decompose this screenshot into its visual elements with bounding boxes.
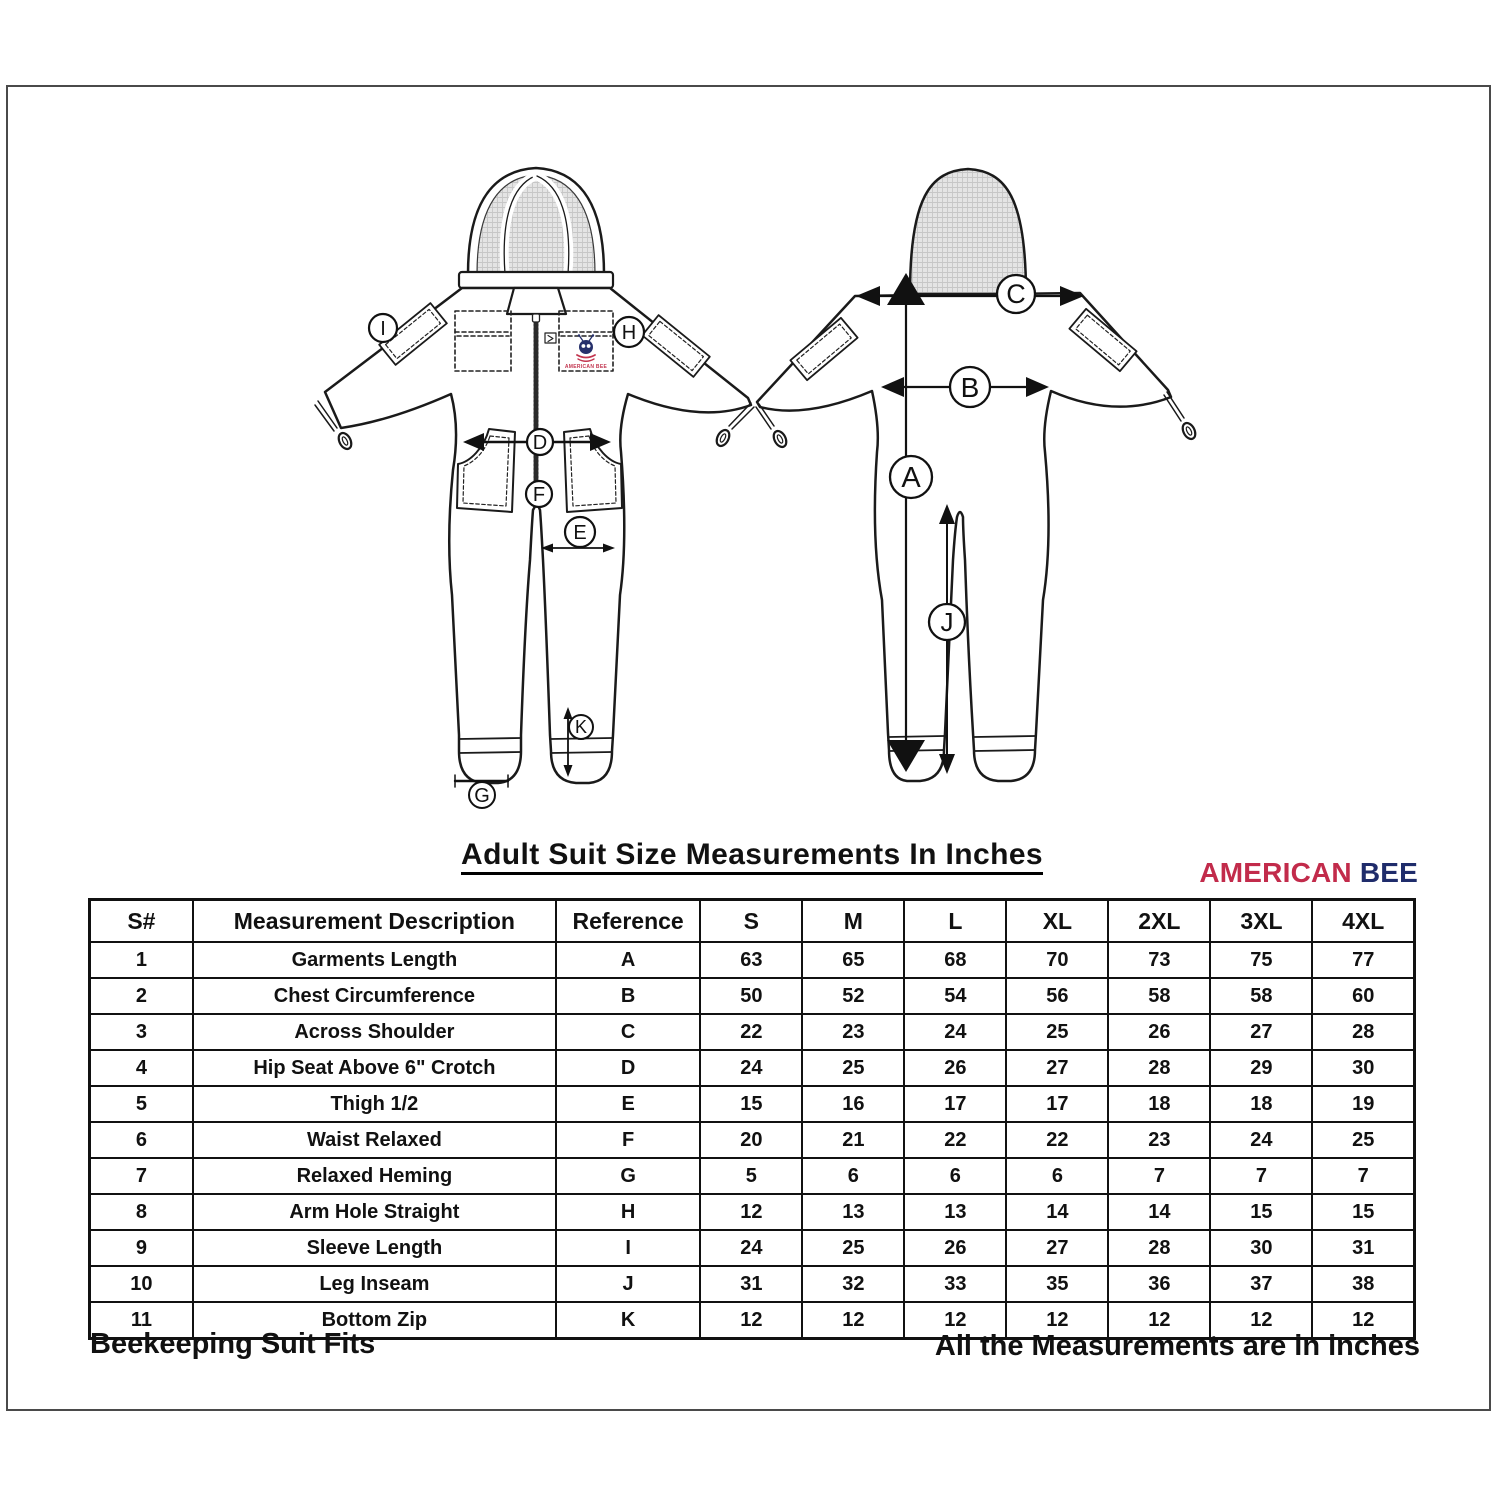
- front-collar: [507, 288, 566, 314]
- table-cell: 18: [1210, 1086, 1312, 1122]
- svg-text:C: C: [1006, 279, 1026, 309]
- measurement-label-k: [569, 715, 593, 739]
- table-cell: Bottom Zip: [193, 1302, 556, 1339]
- table-cell: 3: [90, 1014, 193, 1050]
- table-cell: 31: [1312, 1230, 1414, 1266]
- table-row: [90, 1194, 1415, 1230]
- table-row: [90, 1014, 1415, 1050]
- svg-text:G: G: [474, 785, 490, 807]
- measurement-label-j: [929, 604, 965, 640]
- table-cell: 12: [904, 1302, 1006, 1339]
- table-cell: 60: [1312, 978, 1414, 1014]
- measurement-label-b: [950, 367, 990, 407]
- table-cell: 6: [1006, 1158, 1108, 1194]
- table-cell: 24: [700, 1050, 802, 1086]
- measurement-label-c: [997, 275, 1035, 313]
- table-cell: 29: [1210, 1050, 1312, 1086]
- column-header: S: [700, 900, 802, 943]
- column-header: S#: [90, 900, 193, 943]
- measurement-label-i: [369, 314, 397, 342]
- table-cell: 25: [802, 1050, 904, 1086]
- table-cell: Waist Relaxed: [193, 1122, 556, 1158]
- table-cell: 12: [1312, 1302, 1414, 1339]
- table-cell: 33: [904, 1266, 1006, 1302]
- table-cell: 58: [1210, 978, 1312, 1014]
- table-cell: 54: [904, 978, 1006, 1014]
- table-row: [90, 1266, 1415, 1302]
- table-cell: 16: [802, 1086, 904, 1122]
- column-header: Reference: [556, 900, 700, 943]
- brand-bee: BEE: [1359, 857, 1418, 888]
- size-table: [88, 898, 1416, 1340]
- table-cell: 15: [700, 1086, 802, 1122]
- table-cell: 20: [700, 1122, 802, 1158]
- table-cell: 10: [90, 1266, 193, 1302]
- table-cell: 36: [1108, 1266, 1210, 1302]
- table-cell: 26: [1108, 1014, 1210, 1050]
- table-cell: 50: [700, 978, 802, 1014]
- table-cell: 24: [700, 1230, 802, 1266]
- table-cell: D: [556, 1050, 700, 1086]
- table-cell: 32: [802, 1266, 904, 1302]
- table-cell: 14: [1108, 1194, 1210, 1230]
- table-cell: 73: [1108, 942, 1210, 978]
- front-zip-tag: [545, 333, 556, 343]
- table-cell: 68: [904, 942, 1006, 978]
- table-cell: 28: [1108, 1050, 1210, 1086]
- column-header: 3XL: [1210, 900, 1312, 943]
- svg-text:K: K: [574, 717, 588, 737]
- svg-text:D: D: [532, 432, 548, 454]
- table-cell: 12: [1108, 1302, 1210, 1339]
- column-header: L: [904, 900, 1006, 943]
- footer-note-left: Beekeeping Suit Fits: [90, 1328, 376, 1360]
- table-cell: Chest Circumference: [193, 978, 556, 1014]
- table-cell: Across Shoulder: [193, 1014, 556, 1050]
- column-header: 2XL: [1108, 900, 1210, 943]
- table-cell: 12: [802, 1302, 904, 1339]
- table-cell: 1: [90, 942, 193, 978]
- suit-measurement-diagram: [0, 85, 1500, 830]
- table-cell: 7: [1312, 1158, 1414, 1194]
- table-cell: 17: [904, 1086, 1006, 1122]
- measurement-label-f: [526, 481, 552, 507]
- table-cell: 23: [802, 1014, 904, 1050]
- table-cell: 26: [904, 1050, 1006, 1086]
- table-cell: J: [556, 1266, 700, 1302]
- table-cell: 18: [1108, 1086, 1210, 1122]
- table-cell: 27: [1210, 1014, 1312, 1050]
- brand-wordmark: [1199, 857, 1418, 889]
- svg-text:I: I: [380, 318, 386, 340]
- table-cell: 28: [1108, 1230, 1210, 1266]
- table-cell: 11: [90, 1302, 193, 1339]
- column-header: M: [802, 900, 904, 943]
- measurement-label-d: [527, 429, 553, 455]
- svg-text:J: J: [940, 607, 954, 637]
- table-cell: 22: [904, 1122, 1006, 1158]
- table-cell: 6: [904, 1158, 1006, 1194]
- table-cell: 58: [1108, 978, 1210, 1014]
- table-cell: Relaxed Heming: [193, 1158, 556, 1194]
- table-cell: B: [556, 978, 700, 1014]
- measurement-label-g: [469, 782, 495, 808]
- table-cell: 25: [1006, 1014, 1108, 1050]
- measurement-label-e: [565, 517, 595, 547]
- svg-text:B: B: [960, 372, 980, 403]
- suit-front-view: [315, 168, 754, 808]
- measurement-label-h: [614, 317, 644, 347]
- table-cell: 24: [1210, 1122, 1312, 1158]
- table-cell: Hip Seat Above 6" Crotch: [193, 1050, 556, 1086]
- table-row: [90, 1122, 1415, 1158]
- table-cell: 15: [1210, 1194, 1312, 1230]
- table-cell: 37: [1210, 1266, 1312, 1302]
- table-cell: 12: [700, 1194, 802, 1230]
- table-cell: I: [556, 1230, 700, 1266]
- table-row: [90, 942, 1415, 978]
- table-cell: 15: [1312, 1194, 1414, 1230]
- table-cell: 7: [90, 1158, 193, 1194]
- svg-text:F: F: [532, 484, 546, 506]
- svg-text:A: A: [901, 462, 921, 494]
- page-title: Adult Suit Size Measurements In Inches: [461, 838, 1043, 875]
- table-row: [90, 1158, 1415, 1194]
- suit-back-view: [756, 169, 1198, 781]
- patch-brand-text: AMERICAN BEE: [564, 364, 608, 370]
- table-cell: 27: [1006, 1230, 1108, 1266]
- table-cell: 52: [802, 978, 904, 1014]
- table-cell: C: [556, 1014, 700, 1050]
- table-row: [90, 978, 1415, 1014]
- measurement-label-a: [890, 456, 932, 498]
- table-cell: 6: [90, 1122, 193, 1158]
- table-cell: 12: [1210, 1302, 1312, 1339]
- table-cell: Sleeve Length: [193, 1230, 556, 1266]
- table-cell: G: [556, 1158, 700, 1194]
- table-cell: F: [556, 1122, 700, 1158]
- table-cell: 22: [700, 1014, 802, 1050]
- size-table-header: [90, 900, 1415, 943]
- table-cell: 77: [1312, 942, 1414, 978]
- table-cell: 30: [1210, 1230, 1312, 1266]
- table-cell: Leg Inseam: [193, 1266, 556, 1302]
- table-cell: 25: [802, 1230, 904, 1266]
- table-row: [90, 1230, 1415, 1266]
- table-cell: 65: [802, 942, 904, 978]
- table-cell: 38: [1312, 1266, 1414, 1302]
- svg-text:E: E: [573, 522, 587, 544]
- table-cell: 13: [904, 1194, 1006, 1230]
- column-header: 4XL: [1312, 900, 1414, 943]
- front-hood-band: [459, 272, 613, 288]
- table-cell: 13: [802, 1194, 904, 1230]
- table-cell: 9: [90, 1230, 193, 1266]
- table-cell: 21: [802, 1122, 904, 1158]
- table-cell: 14: [1006, 1194, 1108, 1230]
- table-cell: 19: [1312, 1086, 1414, 1122]
- table-cell: 70: [1006, 942, 1108, 978]
- table-cell: H: [556, 1194, 700, 1230]
- back-hood: [910, 169, 1026, 294]
- table-cell: Arm Hole Straight: [193, 1194, 556, 1230]
- table-cell: 8: [90, 1194, 193, 1230]
- column-header: XL: [1006, 900, 1108, 943]
- table-cell: 23: [1108, 1122, 1210, 1158]
- brand-american: AMERICAN: [1199, 857, 1352, 888]
- table-cell: 12: [700, 1302, 802, 1339]
- table-cell: 2: [90, 978, 193, 1014]
- svg-text:H: H: [621, 322, 637, 344]
- table-cell: Garments Length: [193, 942, 556, 978]
- footer-note-right: All the Measurements are in inches: [934, 1330, 1420, 1362]
- table-cell: 75: [1210, 942, 1312, 978]
- table-cell: 63: [700, 942, 802, 978]
- table-row: [90, 1050, 1415, 1086]
- table-cell: 22: [1006, 1122, 1108, 1158]
- table-cell: A: [556, 942, 700, 978]
- table-cell: 26: [904, 1230, 1006, 1266]
- table-cell: 4: [90, 1050, 193, 1086]
- table-cell: 27: [1006, 1050, 1108, 1086]
- table-cell: 17: [1006, 1086, 1108, 1122]
- table-cell: 7: [1210, 1158, 1312, 1194]
- table-cell: 6: [802, 1158, 904, 1194]
- table-cell: Thigh 1/2: [193, 1086, 556, 1122]
- table-cell: 28: [1312, 1014, 1414, 1050]
- table-cell: 35: [1006, 1266, 1108, 1302]
- table-cell: 30: [1312, 1050, 1414, 1086]
- table-row: [90, 1086, 1415, 1122]
- table-cell: 5: [700, 1158, 802, 1194]
- column-header: Measurement Description: [193, 900, 556, 943]
- front-zipper-pull: [533, 314, 540, 322]
- table-cell: 31: [700, 1266, 802, 1302]
- size-table-body: [90, 942, 1415, 1339]
- table-cell: 24: [904, 1014, 1006, 1050]
- table-cell: E: [556, 1086, 700, 1122]
- table-cell: 5: [90, 1086, 193, 1122]
- table-cell: 25: [1312, 1122, 1414, 1158]
- table-cell: 56: [1006, 978, 1108, 1014]
- table-cell: K: [556, 1302, 700, 1339]
- table-cell: 12: [1006, 1302, 1108, 1339]
- table-cell: 7: [1108, 1158, 1210, 1194]
